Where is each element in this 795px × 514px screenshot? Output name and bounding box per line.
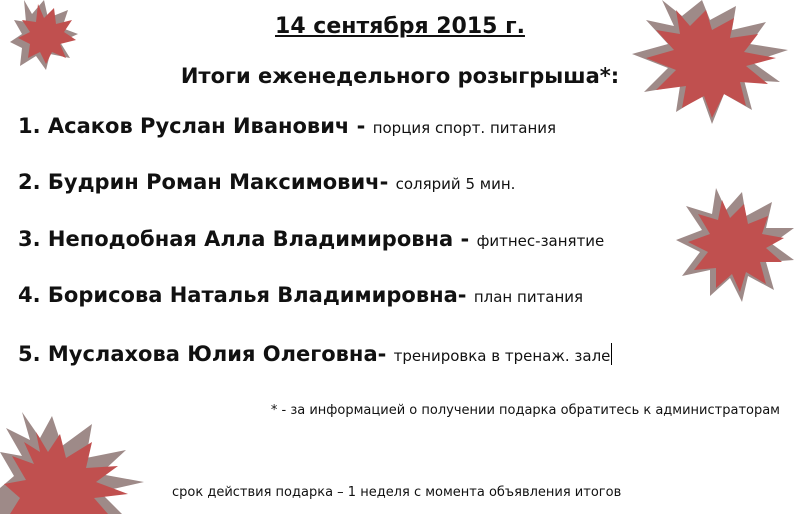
text-cursor	[611, 343, 612, 365]
winner-5[interactable]	[18, 342, 612, 366]
winner-prize: порция спорт. питания	[372, 119, 557, 137]
winner-name: 3. Неподобная Алла Владимировна -	[18, 227, 477, 251]
winner-3	[18, 227, 604, 251]
winner-name: 2. Будрин Роман Максимович-	[18, 170, 396, 194]
validity-note: срок действия подарка – 1 неделя с момента объявления итогов	[172, 485, 622, 500]
winner-1	[18, 114, 556, 138]
date-heading: 14 сентября 2015 г.	[275, 14, 525, 39]
winner-prize: фитнес-занятие	[476, 232, 605, 250]
footnote: * - за информацией о получении подарка обратитесь к администраторам	[270, 403, 780, 418]
starburst-right	[676, 188, 795, 303]
results-title: Итоги еженедельного розыгрыша*:	[180, 64, 620, 88]
winner-prize: солярий 5 мин.	[395, 175, 516, 193]
winner-name: 4. Борисова Наталья Владимировна-	[18, 283, 474, 307]
winner-prize: тренировка в тренаж. зале	[393, 347, 611, 365]
starburst-bottom-left	[0, 412, 160, 514]
winner-2	[18, 170, 515, 194]
winner-4	[18, 283, 583, 307]
winner-prize: план питания	[473, 288, 584, 306]
winner-name: 1. Асаков Руслан Иванович -	[18, 114, 373, 138]
winner-name: 5. Муслахова Юлия Олеговна-	[18, 342, 394, 366]
